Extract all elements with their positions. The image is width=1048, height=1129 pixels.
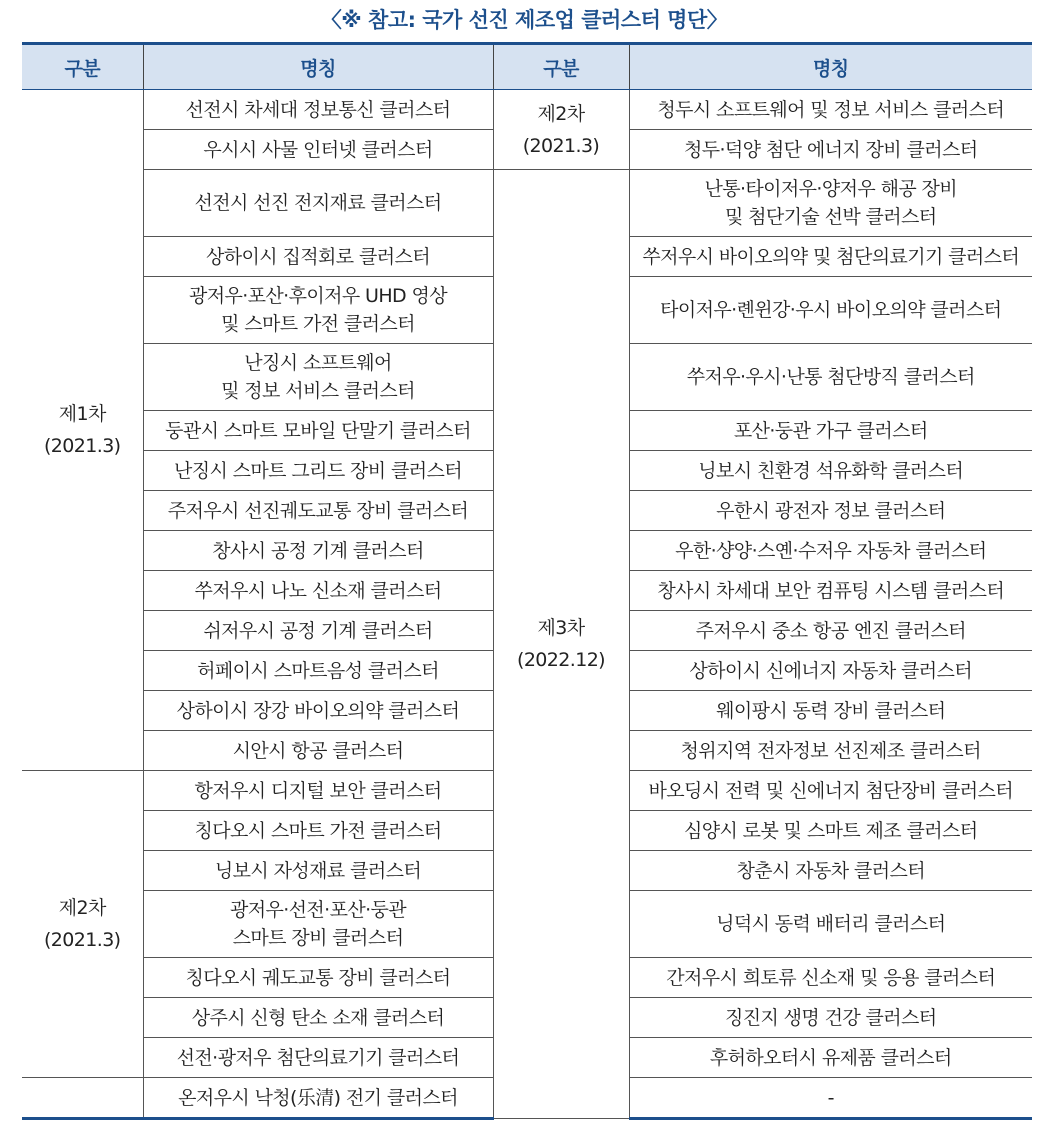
cluster-name — [143, 1078, 493, 1119]
cluster-name — [143, 851, 493, 891]
cluster-name — [143, 90, 493, 130]
cluster-name-line: 닝보시 친환경 석유화학 클러스터 — [698, 459, 964, 482]
cluster-name-line: 선전·광저우 첨단의료기기 클러스터 — [176, 1046, 460, 1069]
cluster-name-line: 쑤저우시 나노 신소재 클러스터 — [194, 579, 442, 602]
cluster-name-line: 주저우시 중소 항공 엔진 클러스터 — [695, 619, 966, 642]
cluster-name-line: 우한시 광전자 정보 클러스터 — [716, 499, 946, 522]
cluster-name-line: 선전시 차세대 정보통신 클러스터 — [185, 98, 451, 121]
cluster-name-line: 둥관시 스마트 모바일 단말기 클러스터 — [165, 419, 471, 442]
cluster-name — [629, 811, 1032, 851]
cluster-name — [143, 277, 493, 344]
cluster-name-line: 난징시 소프트웨어 — [244, 352, 392, 374]
cluster-name — [143, 451, 493, 491]
cluster-name-line: 온저우시 낙청(乐清) 전기 클러스터 — [178, 1086, 458, 1109]
cluster-name-line: 창춘시 자동차 클러스터 — [736, 859, 925, 882]
cluster-name — [629, 891, 1032, 958]
cluster-name-line: 주저우시 선진궤도교통 장비 클러스터 — [167, 499, 469, 522]
cluster-name-line: 타이저우·롄윈강·우시 바이오의약 클러스터 — [660, 299, 1002, 321]
cluster-name — [629, 998, 1032, 1038]
cluster-name — [629, 1078, 1032, 1119]
cluster-name — [143, 170, 493, 237]
cluster-name-line: 선전시 선진 전지재료 클러스터 — [194, 192, 442, 214]
cluster-name-line: 징진지 생명 건강 클러스터 — [724, 1006, 937, 1029]
cluster-name-line: 광저우·포산·후이저우 UHD 영상 — [188, 285, 448, 307]
cluster-name-line: 스마트 장비 클러스터 — [232, 927, 404, 949]
cluster-name-line: 닝보시 자성재료 클러스터 — [214, 859, 422, 882]
cluster-name — [629, 958, 1032, 998]
cluster-name-line: 칭다오시 스마트 가전 클러스터 — [194, 819, 442, 842]
cluster-name — [629, 277, 1032, 344]
cluster-table — [22, 42, 1032, 1120]
cluster-name-line: 청두·덕양 첨단 에너지 장비 클러스터 — [683, 138, 978, 161]
cluster-name — [143, 771, 493, 811]
cluster-name-line: 상주시 신형 탄소 소재 클러스터 — [191, 1006, 445, 1029]
cluster-name — [143, 958, 493, 998]
cluster-name — [629, 344, 1032, 411]
cluster-name-line: 닝덕시 동력 배터리 클러스터 — [716, 913, 946, 935]
cluster-name-line: 쉬저우시 공정 기계 클러스터 — [203, 619, 433, 642]
cluster-name — [629, 531, 1032, 571]
cluster-name-line: 후허하오터시 유제품 클러스터 — [709, 1046, 952, 1069]
cluster-name — [143, 611, 493, 651]
cluster-name — [143, 491, 493, 531]
cluster-name — [143, 1038, 493, 1078]
cluster-name — [143, 344, 493, 411]
cluster-name — [629, 691, 1032, 731]
cluster-name — [629, 611, 1032, 651]
page-title: 〈※ 참고: 국가 선진 제조업 클러스터 명단〉 — [320, 8, 728, 32]
cluster-name — [629, 651, 1032, 691]
cluster-name — [629, 1038, 1032, 1078]
cluster-name — [629, 491, 1032, 531]
cluster-name — [629, 90, 1032, 130]
cluster-name — [143, 811, 493, 851]
cluster-name-line: 창사시 공정 기계 클러스터 — [212, 539, 424, 562]
cluster-name-line: 상하이시 신에너지 자동차 클러스터 — [689, 659, 973, 682]
header-category: 구분 — [493, 44, 629, 90]
cluster-name — [143, 731, 493, 771]
cluster-name — [143, 998, 493, 1038]
cluster-name-line: 상하이시 집적회로 클러스터 — [206, 245, 430, 268]
cluster-name — [143, 651, 493, 691]
group-2-cell: 제2차 (2021.3) — [493, 90, 629, 170]
header-name: 명칭 — [143, 44, 493, 90]
cluster-name-line: 항저우시 디지털 보안 클러스터 — [194, 779, 442, 802]
group-1-cell: 제1차 (2021.3) — [22, 90, 143, 771]
cluster-name-line: 난통·타이저우·양저우 해공 장비 — [704, 178, 958, 200]
cluster-name — [629, 237, 1032, 277]
cluster-name-line: 우한·샹양·스옌·수저우 자동차 클러스터 — [675, 539, 987, 562]
cluster-name-line: 청위지역 전자정보 선진제조 클러스터 — [680, 739, 981, 762]
cluster-name-line: 쑤저우·우시·난통 첨단방직 클러스터 — [686, 366, 975, 388]
group-2-cell: 제2차 (2021.3) — [22, 771, 143, 1078]
header-row — [22, 44, 1032, 90]
cluster-name — [629, 411, 1032, 451]
cluster-name-line: 청두시 소프트웨어 및 정보 서비스 클러스터 — [657, 98, 1005, 121]
cluster-name-line: 광저우·선전·포산·둥관 — [229, 899, 407, 921]
cluster-name-line: 난징시 스마트 그리드 장비 클러스터 — [173, 459, 463, 482]
cluster-name-line: 칭다오시 궤도교통 장비 클러스터 — [185, 966, 451, 989]
cluster-name — [629, 571, 1032, 611]
cluster-name — [143, 531, 493, 571]
cluster-name — [143, 411, 493, 451]
cluster-name — [143, 571, 493, 611]
cluster-name — [629, 731, 1032, 771]
cluster-name-line: 우시시 사물 인터넷 클러스터 — [203, 138, 433, 161]
cluster-name-line: 포산·둥관 가구 클러스터 — [733, 419, 928, 442]
group-3-cell: 제3차 (2022.12) — [493, 170, 629, 1119]
cluster-name-line: 시안시 항공 클러스터 — [232, 739, 404, 762]
cluster-name — [629, 130, 1032, 170]
cluster-name-line: 심양시 로봇 및 스마트 제조 클러스터 — [683, 819, 978, 842]
cluster-name-line: 간저우시 희토류 신소재 및 응용 클러스터 — [666, 966, 996, 989]
cluster-name-line: 쑤저우시 바이오의약 및 첨단의료기기 클러스터 — [642, 245, 1020, 268]
cluster-name-line: 및 정보 서비스 클러스터 — [221, 380, 415, 402]
table-body — [22, 90, 1032, 1119]
empty-cell — [22, 1078, 143, 1119]
cluster-name-line: 창사시 차세대 보안 컴퓨팅 시스템 클러스터 — [657, 579, 1005, 602]
cluster-name — [143, 237, 493, 277]
cluster-name — [629, 451, 1032, 491]
cluster-name-line: - — [827, 1086, 834, 1109]
cluster-name — [629, 170, 1032, 237]
cluster-name-line: 웨이팡시 동력 장비 클러스터 — [716, 699, 946, 722]
cluster-name-line: 및 첨단기술 선박 클러스터 — [724, 206, 937, 228]
cluster-name-line: 바오딩시 전력 및 신에너지 첨단장비 클러스터 — [648, 779, 1014, 802]
cluster-name — [629, 851, 1032, 891]
cluster-name — [143, 130, 493, 170]
cluster-name-line: 허페이시 스마트음성 클러스터 — [197, 659, 439, 682]
cluster-name — [629, 771, 1032, 811]
cluster-name-line: 및 스마트 가전 클러스터 — [221, 313, 415, 335]
header-name: 명칭 — [629, 44, 1032, 90]
cluster-name — [143, 691, 493, 731]
cluster-name-line: 상하이시 장강 바이오의약 클러스터 — [176, 699, 460, 722]
cluster-name — [143, 891, 493, 958]
header-category: 구분 — [22, 44, 143, 90]
